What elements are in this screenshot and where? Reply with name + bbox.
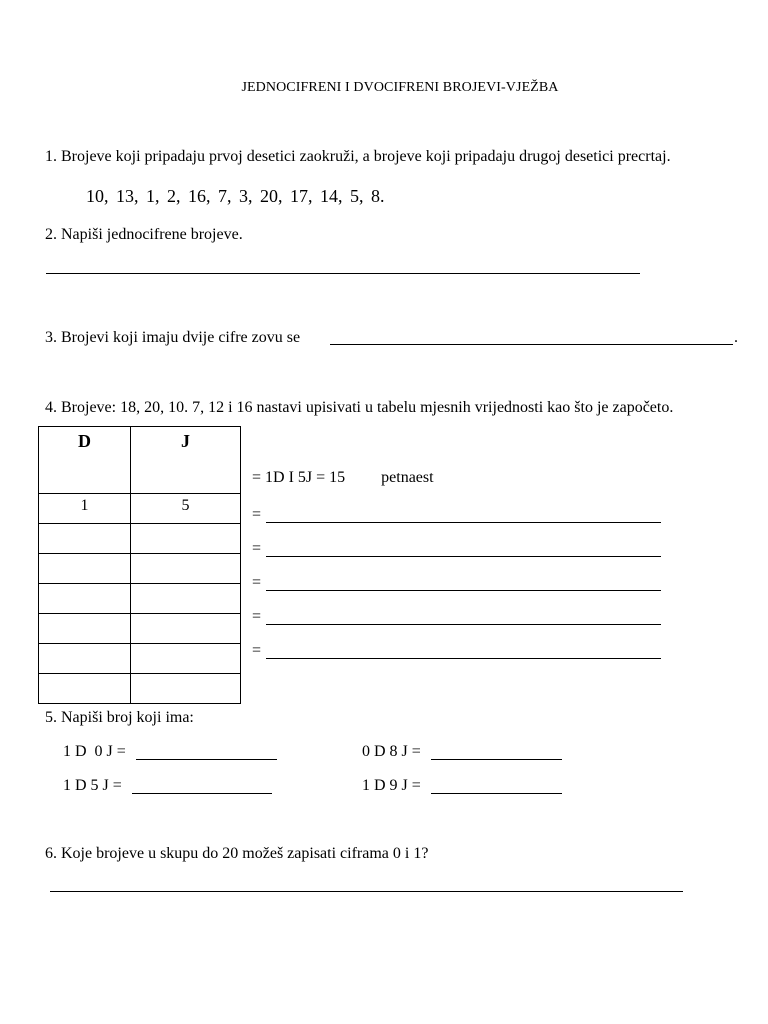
number-item[interactable]: 10, <box>86 186 109 206</box>
answer-line-q4[interactable] <box>266 624 661 625</box>
number-item[interactable]: 7, <box>218 186 232 206</box>
question-1-text: 1. Brojeve koji pripadaju prvoj desetici zaokruži, a brojeve koji pripadaju drugoj desetici precrtaj. <box>45 148 671 165</box>
table-row <box>39 584 241 614</box>
table-row <box>39 644 241 674</box>
table-row <box>39 494 241 524</box>
equation-row <box>252 609 261 625</box>
table-row <box>39 524 241 554</box>
number-item[interactable]: 13, <box>116 186 139 206</box>
equals-sign: = <box>252 574 262 591</box>
header-ones: J <box>131 427 241 494</box>
question-3-end: . <box>734 329 738 346</box>
cell-ones[interactable] <box>131 584 241 614</box>
cell-tens[interactable] <box>39 644 131 674</box>
equation-row <box>252 575 261 591</box>
equals-sign: = <box>252 608 262 625</box>
example-equation <box>252 470 434 486</box>
number-item[interactable]: 5, <box>350 186 364 206</box>
cell-ones[interactable] <box>131 674 241 704</box>
answer-line-q4[interactable] <box>266 556 661 557</box>
cell-tens[interactable] <box>39 554 131 584</box>
cell-ones: 5 <box>131 494 241 524</box>
question-3-text: 3. Brojevi koji imaju dvije cifre zovu se <box>45 329 301 346</box>
table-row <box>39 674 241 704</box>
answer-line-q4[interactable] <box>266 658 661 659</box>
answer-line-q2[interactable] <box>46 273 640 274</box>
answer-line-q5[interactable] <box>431 759 562 760</box>
number-item[interactable]: 20, <box>260 186 283 206</box>
page-title: JEDNOCIFRENI I DVOCIFRENI BROJEVI-VJEŽBA <box>241 80 559 95</box>
number-item[interactable]: 14, <box>320 186 343 206</box>
question-5-text: 5. Napiši broj koji ima: <box>45 709 194 726</box>
cell-tens[interactable] <box>39 614 131 644</box>
q5-item: 1 D 0 J = <box>63 743 126 760</box>
equals-sign: = <box>252 506 262 523</box>
example-word: petnaest <box>381 469 434 486</box>
number-item[interactable]: 16, <box>188 186 211 206</box>
answer-line-q5[interactable] <box>431 793 562 794</box>
equation-row <box>252 541 261 557</box>
question-2-text: 2. Napiši jednocifrene brojeve. <box>45 226 243 243</box>
place-value-table <box>38 426 241 704</box>
cell-ones[interactable] <box>131 644 241 674</box>
cell-tens[interactable] <box>39 524 131 554</box>
table-row <box>39 554 241 584</box>
q5-item: 1 D 5 J = <box>63 777 122 794</box>
q5-item: 0 D 8 J = <box>362 743 421 760</box>
question-4-text: 4. Brojeve: 18, 20, 10. 7, 12 i 16 nastavi upisivati u tabelu mjesnih vrijednosti kao što je započeto. <box>45 399 674 416</box>
cell-tens: 1 <box>39 494 131 524</box>
cell-ones[interactable] <box>131 524 241 554</box>
number-item[interactable]: 8. <box>371 186 385 206</box>
equation-row <box>252 507 261 523</box>
number-item[interactable]: 1, <box>146 186 160 206</box>
answer-line-q6[interactable] <box>50 891 683 892</box>
equation-row <box>252 643 261 659</box>
answer-line-q5[interactable] <box>132 793 272 794</box>
equals-sign: = <box>252 540 262 557</box>
table-row <box>39 614 241 644</box>
answer-line-q4[interactable] <box>266 522 661 523</box>
cell-tens[interactable] <box>39 584 131 614</box>
number-item[interactable]: 3, <box>239 186 253 206</box>
example-equation-text: = 1D I 5J = 15 <box>252 469 346 486</box>
equals-sign: = <box>252 642 262 659</box>
number-item[interactable]: 2, <box>167 186 181 206</box>
answer-line-q5[interactable] <box>136 759 277 760</box>
cell-tens[interactable] <box>39 674 131 704</box>
cell-ones[interactable] <box>131 554 241 584</box>
number-item[interactable]: 17, <box>290 186 313 206</box>
question-1-numbers <box>86 187 388 205</box>
q5-item: 1 D 9 J = <box>362 777 421 794</box>
cell-ones[interactable] <box>131 614 241 644</box>
header-tens: D <box>39 427 131 494</box>
answer-line-q4[interactable] <box>266 590 661 591</box>
question-6-text: 6. Koje brojeve u skupu do 20 možeš zapisati ciframa 0 i 1? <box>45 845 429 862</box>
table-header-row <box>39 427 241 494</box>
answer-line-q3[interactable] <box>330 344 733 345</box>
